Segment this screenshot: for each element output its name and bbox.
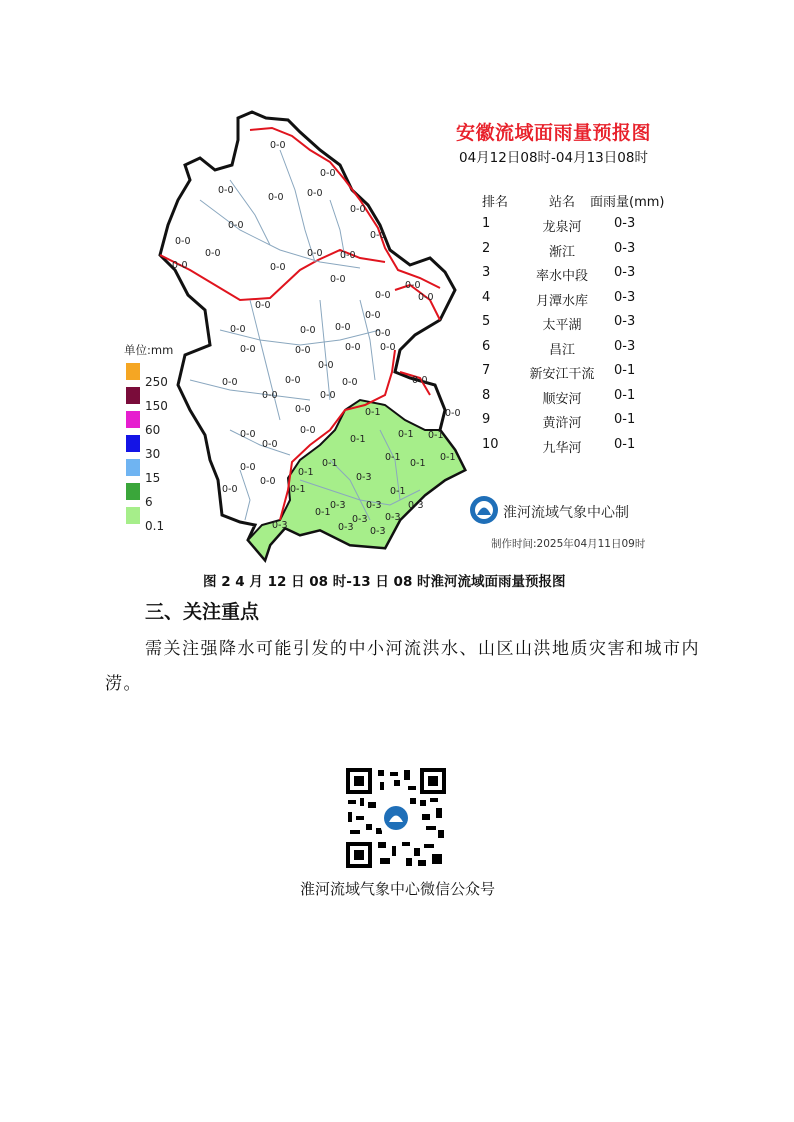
area-label: 0-1 [350, 434, 366, 445]
area-label: 0-0 [307, 188, 323, 199]
area-label: 0-0 [320, 390, 336, 401]
station-cell: 顺安河 [542, 391, 582, 407]
area-label: 0-1 [365, 407, 381, 418]
area-label: 0-0 [222, 377, 238, 388]
area-label: 0-3 [366, 500, 382, 511]
rank-cell: 9 [482, 412, 491, 427]
area-label: 0-0 [307, 248, 323, 259]
legend-swatch [126, 459, 140, 476]
area-label: 0-0 [340, 250, 356, 261]
area-label: 0-0 [175, 236, 191, 247]
area-label: 0-0 [445, 408, 461, 419]
section-title: 三、关注重点 [145, 601, 260, 623]
body-paragraph: 需关注强降水可能引发的中小河流洪水、山区山洪地质灾害和城市内涝。 [105, 639, 700, 694]
area-label: 0-3 [272, 520, 288, 531]
map-title: 安徽流域面雨量预报图 [456, 122, 652, 144]
area-label: 0-3 [385, 512, 401, 523]
legend-swatch [126, 363, 140, 380]
legend-title: 单位:mm [124, 343, 174, 357]
area-label: 0-0 [285, 375, 301, 386]
area-label: 0-0 [260, 476, 276, 487]
area-label: 0-0 [240, 344, 256, 355]
area-label: 0-0 [295, 404, 311, 415]
header-station: 站名 [548, 195, 575, 210]
rank-cell: 7 [482, 363, 491, 378]
amount-cell: 0-1 [614, 387, 636, 403]
legend-label: 6 [145, 495, 153, 509]
area-label: 0-0 [335, 322, 351, 333]
rank-cell: 8 [482, 387, 491, 403]
area-label: 0-1 [428, 430, 444, 441]
rank-cell: 1 [482, 216, 491, 231]
legend-swatch [126, 387, 140, 404]
area-label: 0-1 [322, 458, 338, 469]
rank-cell: 4 [482, 289, 491, 305]
figure-caption: 图 2 4 月 12 日 08 时-13 日 08 时淮河流域面雨量预报图 [203, 574, 566, 590]
area-label: 0-0 [405, 280, 421, 291]
area-label: 0-0 [412, 375, 428, 386]
station-cell: 月潭水库 [535, 293, 588, 309]
map-period: 04月12日08时-04月13日08时 [459, 150, 648, 166]
area-label: 0-1 [398, 429, 414, 440]
area-label: 0-0 [370, 230, 386, 241]
station-cell: 黄浒河 [542, 416, 582, 431]
area-label: 0-0 [365, 310, 381, 321]
amount-cell: 0-1 [614, 412, 636, 427]
area-label: 0-3 [338, 522, 354, 533]
area-label: 0-3 [370, 526, 386, 537]
rank-cell: 2 [482, 240, 491, 256]
area-label: 0-3 [330, 500, 346, 511]
area-label: 0-0 [228, 220, 244, 231]
legend-swatch [126, 483, 140, 500]
area-label: 0-0 [380, 342, 396, 353]
station-cell: 九华河 [542, 440, 582, 456]
area-label: 0-0 [222, 484, 238, 495]
legend-label: 15 [145, 471, 161, 485]
org-logo [470, 496, 498, 524]
area-label: 0-0 [230, 324, 246, 335]
area-label: 0-1 [298, 467, 314, 478]
station-cell: 龙泉河 [542, 220, 582, 235]
area-label: 0-0 [318, 360, 334, 371]
area-label: 0-3 [356, 472, 372, 483]
amount-cell: 0-3 [614, 289, 636, 305]
made-time: 制作时间:2025年04月11日09时 [491, 538, 646, 550]
area-label: 0-3 [408, 500, 424, 511]
area-label: 0-1 [385, 452, 401, 463]
area-label: 0-1 [290, 484, 306, 495]
area-label: 0-1 [315, 507, 331, 518]
org-name: 淮河流域气象中心制 [503, 505, 629, 521]
area-label: 0-0 [240, 429, 256, 440]
area-label: 0-1 [440, 452, 456, 463]
area-label: 0-0 [345, 342, 361, 353]
qr-code [346, 768, 446, 868]
amount-cell: 0-3 [614, 314, 636, 329]
area-label: 0-1 [390, 486, 406, 497]
legend-swatch [126, 411, 140, 428]
amount-cell: 0-3 [614, 338, 636, 354]
area-label: 0-0 [375, 328, 391, 339]
area-label: 0-1 [410, 458, 426, 469]
area-label: 0-0 [268, 192, 284, 203]
rank-cell: 6 [482, 338, 491, 354]
area-label: 0-0 [300, 325, 316, 336]
area-label: 0-0 [350, 204, 366, 215]
legend-swatch [126, 507, 140, 524]
rank-cell: 10 [482, 436, 499, 452]
amount-cell: 0-3 [614, 240, 636, 256]
station-cell: 率水中段 [535, 269, 588, 284]
area-label: 0-0 [262, 439, 278, 450]
legend-swatch [126, 435, 140, 452]
station-cell: 渐江 [548, 244, 575, 260]
qr-caption: 淮河流域气象中心微信公众号 [300, 880, 496, 898]
station-cell: 太平湖 [542, 318, 582, 333]
area-label: 0-0 [295, 345, 311, 356]
area-label: 0-3 [352, 514, 368, 525]
legend-label: 150 [145, 399, 168, 413]
legend-label: 0.1 [145, 519, 165, 533]
area-label: 0-0 [262, 390, 278, 401]
amount-cell: 0-1 [614, 436, 636, 452]
amount-cell: 0-1 [614, 363, 636, 378]
area-label: 0-0 [172, 260, 188, 271]
area-label: 0-0 [320, 168, 336, 179]
area-label: 0-0 [240, 462, 256, 473]
area-label: 0-0 [330, 274, 346, 285]
rank-cell: 5 [482, 314, 491, 329]
amount-cell: 0-3 [614, 265, 636, 280]
area-label: 0-0 [270, 262, 286, 273]
area-label: 0-0 [270, 140, 286, 151]
area-label: 0-0 [375, 290, 391, 301]
area-label: 0-0 [300, 425, 316, 436]
area-label: 0-0 [342, 377, 358, 388]
area-label: 0-0 [418, 292, 434, 303]
legend-label: 60 [145, 423, 161, 437]
area-label: 0-0 [205, 248, 221, 259]
legend-label: 250 [145, 375, 168, 389]
amount-cell: 0-3 [614, 216, 636, 231]
station-cell: 新安江干流 [529, 367, 595, 382]
station-cell: 昌江 [548, 342, 575, 358]
header-amount: 面雨量(mm) [590, 195, 665, 210]
rank-cell: 3 [482, 265, 491, 280]
legend-label: 30 [145, 447, 161, 461]
header-rank: 排名 [482, 195, 509, 210]
area-label: 0-0 [255, 300, 271, 311]
area-label: 0-0 [218, 185, 234, 196]
